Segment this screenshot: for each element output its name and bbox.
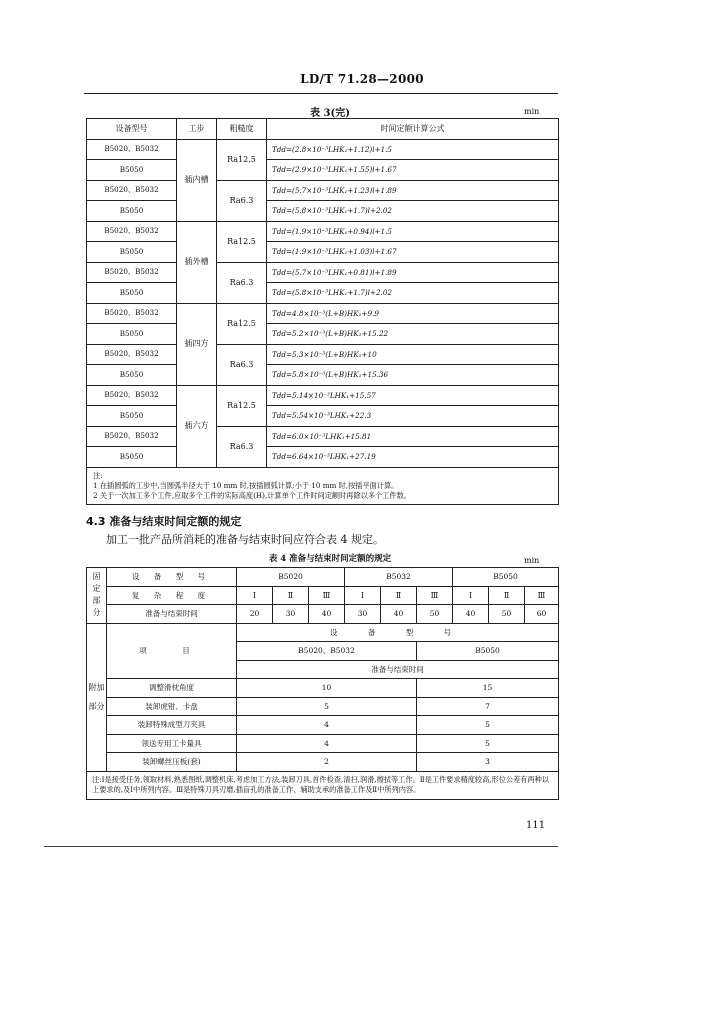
item-value: 5 [237,697,417,716]
formula-cell: Tdd=(5.8×10⁻³LHK₁+1.7)l+2.02 [267,283,559,304]
formula-cell: Tdd=6.0×10⁻³LHK₁+15.81 [267,426,559,447]
table-row [87,753,559,772]
time-cell: 30 [345,605,381,624]
roughness-cell: Ra6.3 [217,180,267,221]
table-row [87,344,559,365]
table-row [87,716,559,735]
table-row [87,734,559,753]
table4-unit: min [524,556,540,565]
table-row [87,201,559,222]
table-row [87,262,559,283]
col-head-formula: 时间定额计算公式 [267,119,559,140]
device-col-header: B5020、B5032 [237,642,417,661]
formula-cell: Tdd=6.64×10⁻³LHK₁+27.19 [267,447,559,468]
table-row [87,221,559,242]
complexity-label: 复 杂 程 度 [107,586,237,605]
table-row [87,180,559,201]
table3-unit: min [524,107,540,116]
item-value: 3 [417,753,559,772]
note-heading: 注: [93,470,103,480]
table-row [87,568,559,587]
table-row [87,406,559,427]
table-row [87,160,559,181]
complexity-cell: Ⅰ [237,586,273,605]
formula-cell: Tdd=(2.8×10⁻³LHK₁+1.12)l+1.5 [267,139,559,160]
table-row [87,447,559,468]
table3-header-row [87,119,559,140]
complexity-cell: Ⅲ [309,586,345,605]
header-rule [84,93,558,94]
item-value: 4 [237,716,417,735]
complexity-cell: Ⅲ [417,586,453,605]
table-row [87,605,559,624]
complexity-cell: Ⅰ [345,586,381,605]
roughness-cell: Ra12.5 [217,139,267,180]
process-cell: 插外槽 [177,221,217,303]
formula-cell: Tdd=5.3×10⁻³(L+B)HK₁+10 [267,344,559,365]
item-name: 装卸螺丝压板(套) [107,753,237,772]
formula-cell: Tdd=4.8×10⁻³(L+B)HK₁+9.9 [267,303,559,324]
formula-cell: Tdd=(5.7×10⁻³LHK₁+1.23)l+1.89 [267,180,559,201]
device-label: 设 备 型 号 [237,623,559,642]
model-cell: B5050 [87,283,177,304]
item-name: 装卸虎钳、卡盘 [107,697,237,716]
model-cell: B5050 [87,324,177,345]
item-value: 2 [237,753,417,772]
model-cell: B5050 [87,365,177,386]
table-row [87,242,559,263]
complexity-cell: Ⅱ [489,586,525,605]
standard-number: LD/T 71.28—2000 [300,72,424,86]
note-line: 2 关于一次加工多个工件,应取多个工件的实际高度(H),计算单个工件时间定额时再除以多个工件数。 [93,490,411,500]
item-value: 15 [417,679,559,698]
item-value: 5 [417,716,559,735]
time-cell: 50 [489,605,525,624]
item-name: 装卸特殊成型刀夹具 [107,716,237,735]
table-row [87,139,559,160]
model-cell: B5050 [87,160,177,181]
item-value: 4 [237,734,417,753]
item-value: 5 [417,734,559,753]
complexity-cell: Ⅲ [525,586,559,605]
time-sub-label: 准备与结束时间 [237,660,559,679]
table3-notes [87,467,559,504]
formula-cell: Tdd=(5.7×10⁻³LHK₁+0.81)l+1.89 [267,262,559,283]
item-value: 10 [237,679,417,698]
time-cell: 60 [525,605,559,624]
model-cell: B5050 [87,201,177,222]
table-row [87,303,559,324]
extra-part-label: 附加部分 [87,623,107,771]
process-cell: 插六方 [177,385,217,467]
formula-cell: Tdd=5.54×10⁻³LHK₁+22.3 [267,406,559,427]
table3 [86,118,559,505]
complexity-cell: Ⅱ [273,586,309,605]
time-cell: 40 [453,605,489,624]
table3-caption: 表 3(完) [310,108,350,119]
formula-cell: Tdd=(1.9×10⁻³LHK₁+1.03)l+1.67 [267,242,559,263]
model-cell: B5020、B5032 [87,139,177,160]
table4-note: 注:Ⅰ是接受任务,领取材料,熟悉图纸,调整机床,考虑加工方法,装卸刀具,首件检查,清扫,润滑,擦拭等工作。Ⅱ是工件要求精度较高,形位公差有两种以上要求的,及Ⅰ中所列内容。Ⅲ是特殊刀具刃磨,插盲孔的准备工作、辅助支承的准备工作及Ⅱ中所列内容。 [87,771,559,799]
fixed-part-label: 固定部分 [87,568,107,624]
table-row [87,679,559,698]
process-cell: 插内槽 [177,139,217,221]
roughness-cell: Ra12.5 [217,221,267,262]
model-cell: B5020、B5032 [87,262,177,283]
time-cell: 20 [237,605,273,624]
roughness-cell: Ra12.5 [217,303,267,344]
roughness-cell: Ra12.5 [217,385,267,426]
table-row [87,586,559,605]
page-number: 111 [526,820,546,831]
section-heading: 4.3 准备与结束时间定额的规定 [86,515,242,528]
table-row [87,283,559,304]
device-col-header: B5050 [417,642,559,661]
table4-notes-row [87,771,559,799]
complexity-cell: Ⅰ [453,586,489,605]
table4 [86,567,559,800]
table-row [87,697,559,716]
model-cell: B5020、B5032 [87,344,177,365]
model-cell: B5020、B5032 [87,426,177,447]
time-cell: 50 [417,605,453,624]
model-cell: B5020、B5032 [87,385,177,406]
model-cell: B5020、B5032 [87,221,177,242]
col-head-model: 设备型号 [87,119,177,140]
item-value: 7 [417,697,559,716]
model-header: B5032 [345,568,453,587]
item-label: 项 目 [107,623,237,679]
table-row [87,365,559,386]
time-cell: 40 [309,605,345,624]
formula-cell: Tdd=(5.8×10⁻³LHK₁+1.7)l+2.02 [267,201,559,222]
model-cell: B5050 [87,406,177,427]
time-cell: 40 [381,605,417,624]
col-head-step: 工步 [177,119,217,140]
roughness-cell: Ra6.3 [217,344,267,385]
footer-rule [44,846,558,847]
roughness-cell: Ra6.3 [217,262,267,303]
model-cell: B5020、B5032 [87,180,177,201]
formula-cell: Tdd=5.14×10⁻³LHK₁+15.57 [267,385,559,406]
model-cell: B5020、B5032 [87,303,177,324]
item-name: 调整滑枕角度 [107,679,237,698]
model-label: 设 备 型 号 [107,568,237,587]
time-label: 准备与结束时间 [107,605,237,624]
table3-notes-row [87,467,559,504]
table-row [87,324,559,345]
table-row [87,385,559,406]
time-cell: 30 [273,605,309,624]
table-row [87,623,559,642]
table-row [87,426,559,447]
model-cell: B5050 [87,242,177,263]
model-cell: B5050 [87,447,177,468]
note-line: 1 在插圆弧的工步中,当圆弧半径大于 10 mm 时,按插圆弧计算;小于 10 mm 时,按插平面计算。 [93,480,399,490]
process-cell: 插四方 [177,303,217,385]
roughness-cell: Ra6.3 [217,426,267,467]
formula-cell: Tdd=(1.9×10⁻³LHK₁+0.94)l+1.5 [267,221,559,242]
formula-cell: Tdd=5.2×10⁻³(L+B)HK₁+15.22 [267,324,559,345]
item-name: 领送专用工卡量具 [107,734,237,753]
model-header: B5020 [237,568,345,587]
formula-cell: Tdd=(2.9×10⁻³LHK₁+1.55)l+1.67 [267,160,559,181]
table4-caption: 表 4 准备与结束时间定额的规定 [268,554,392,564]
col-head-roughness: 粗糙度 [217,119,267,140]
complexity-cell: Ⅱ [381,586,417,605]
section-paragraph: 加工一批产品所消耗的准备与结束时间应符合表 4 规定。 [106,533,384,546]
model-header: B5050 [453,568,559,587]
formula-cell: Tdd=5.8×10⁻³(L+B)HK₁+15.36 [267,365,559,386]
